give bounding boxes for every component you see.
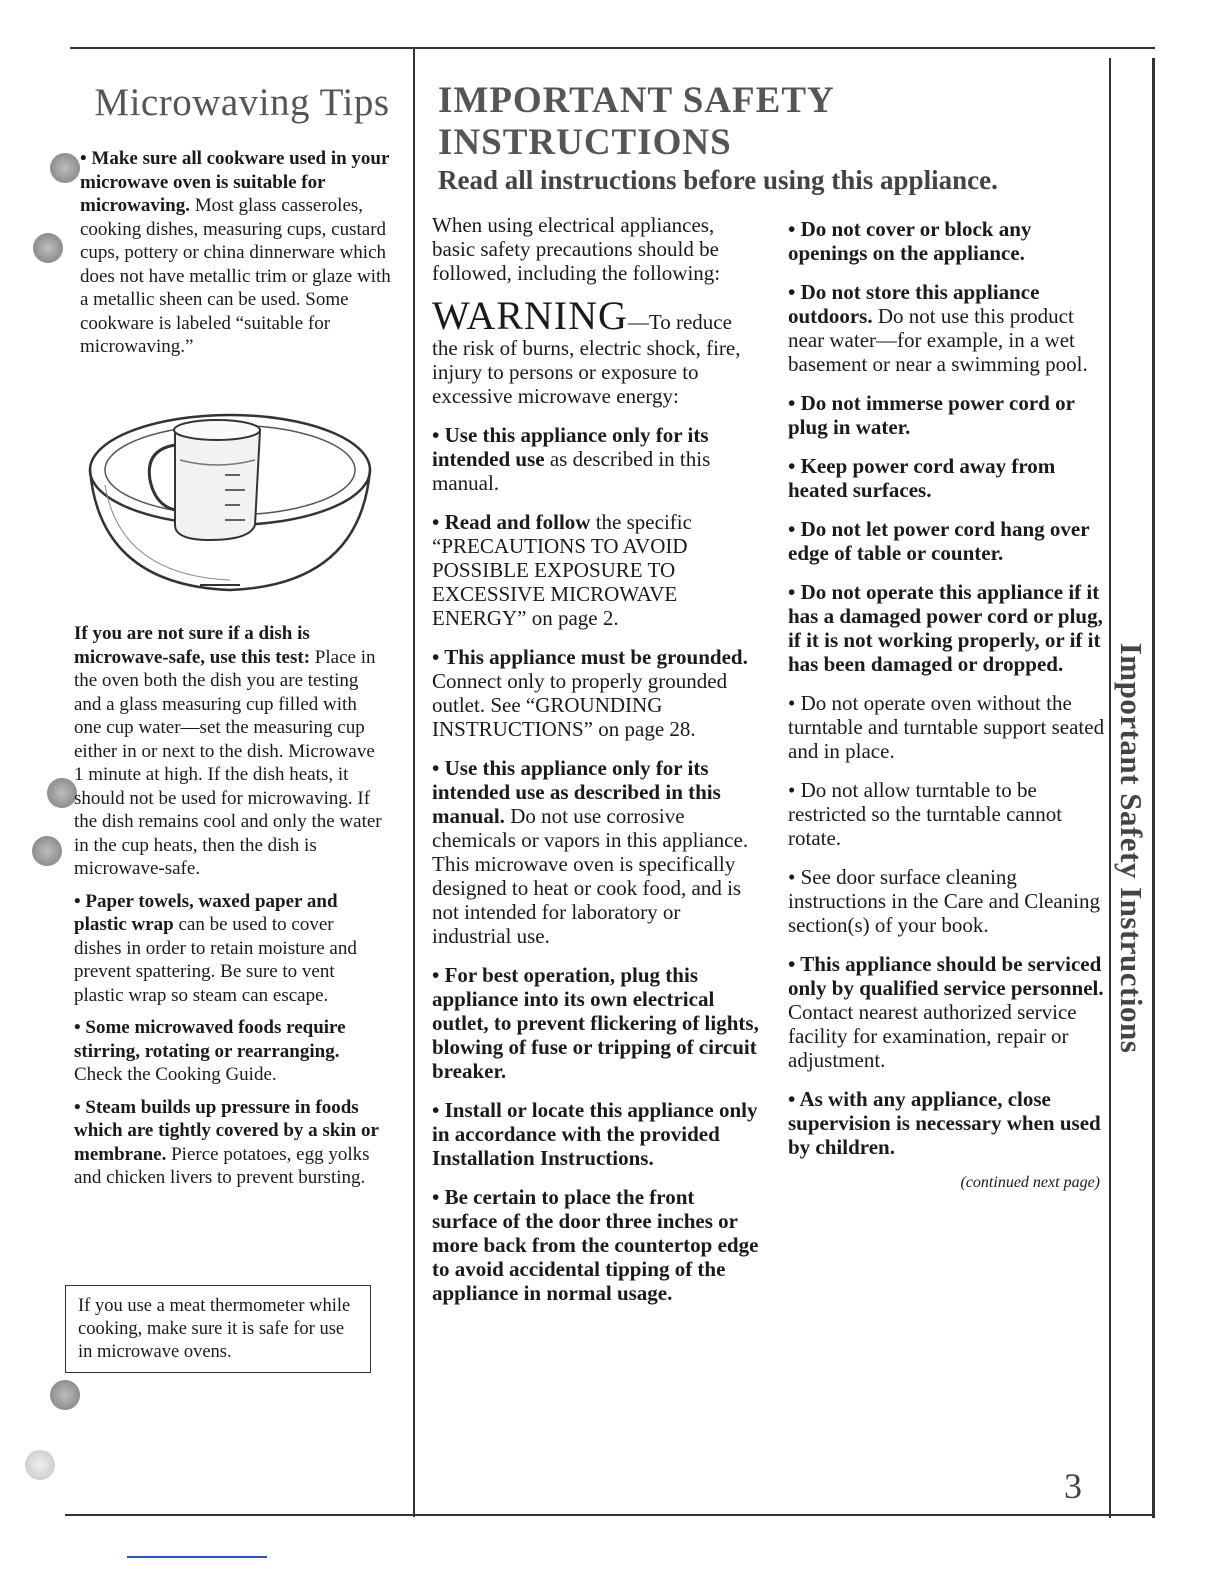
instruction-turntable: • Do not operate oven without the turntable and turntable support seated and in place. (788, 691, 1105, 763)
page-subtitle: Read all instructions before using this appliance. (438, 165, 998, 195)
warning-block: WARNING—To reduce the risk of burns, electric shock, fire, injury to persons or exposure to excessive microwave energy: (432, 293, 741, 408)
instruction-openings: • Do not cover or block any openings on the appliance. (788, 217, 1032, 265)
instruction-no-chemicals: • Use this appliance only for its intended use as described in this manual. Do not use corrosive chemicals or vapors in this appliance. This microwave oven is specifically designed to heat or cook food, and is not intended for laboratory or industrial use. (432, 756, 749, 948)
tip-paper-towels: • Paper towels, waxed paper and plastic wrap can be used to cover dishes in order to retain moisture and prevent spattering. Be sure to vent plastic wrap so steam can escape. (74, 890, 357, 1006)
instruction-children: • As with any appliance, close supervision is necessary when used by children. (788, 1087, 1101, 1159)
safety-column-right (788, 217, 1106, 1192)
instruction-immerse: • Do not immerse power cord or plug in water. (788, 391, 1075, 439)
instruction-turntable-restricted: • Do not allow turntable to be restricted so the turntable cannot rotate. (788, 778, 1063, 850)
sidebar-tab (1110, 58, 1152, 1518)
bowl-with-measuring-cup-illustration (80, 405, 380, 600)
tip-cookware: • Make sure all cookware used in your microwave oven is suitable for microwaving. Most glass casseroles, cooking dishes, measuring cups, custard cups, pottery or china dinnerware which does not have metallic trim or glaze with a metallic sheen can be used. Some cookware is labeled “suitable for microwaving.” (80, 148, 391, 357)
page-number: 3 (1064, 1466, 1082, 1506)
column-divider (413, 47, 415, 1517)
punch-hole-icon (32, 836, 62, 866)
microwaving-tips-column (70, 80, 395, 368)
page-title: IMPORTANT SAFETY INSTRUCTIONS (438, 80, 835, 163)
sidebar-label: Important Safety Instructions (1114, 642, 1149, 1054)
warning-label: WARNING (432, 293, 628, 338)
punch-hole-icon (33, 233, 63, 263)
instruction-door-cleaning: • See door surface cleaning instructions in the Care and Cleaning section(s) of your book. (788, 865, 1101, 937)
punch-hole-icon (47, 778, 77, 808)
instruction-cord-hang: • Do not let power cord hang over edge of table or counter. (788, 517, 1090, 565)
tip-steam: • Steam builds up pressure in foods which are tightly covered by a skin or membrane. Pierce potatoes, egg yolks and chicken livers to prevent bursting. (74, 1096, 379, 1188)
instruction-door-placement: • Be certain to place the front surface of the door three inches or more back from the countertop edge to avoid accidental tipping of the appliance in normal usage. (432, 1185, 759, 1305)
instruction-read-follow: • Read and follow the specific “PRECAUTIONS TO AVOID POSSIBLE EXPOSURE TO EXCESSIVE MICROWAVE ENERGY” on page 2. (432, 510, 692, 630)
microwave-safe-test-column (74, 622, 384, 1199)
continued-note: (continued next page) (960, 1174, 1100, 1191)
instruction-own-outlet: • For best operation, plug this appliance into its own electrical outlet, to prevent flickering of lights, blowing of fuse or tripping of circuit breaker. (432, 963, 759, 1083)
sidebar-border-right (1152, 58, 1155, 1518)
instruction-damaged: • Do not operate this appliance if it has a damaged power cord or plug, if it is not working properly, or if it has been damaged or dropped. (788, 580, 1103, 676)
instruction-service: • This appliance should be serviced only by qualified service personnel. Contact nearest authorized service facility for examination, repair or adjustment. (788, 952, 1104, 1072)
top-rule (70, 47, 1155, 49)
left-title: Microwaving Tips (94, 81, 390, 124)
instruction-intended-use: • Use this appliance only for its intended use as described in this manual. (432, 423, 711, 495)
thermometer-note: If you use a meat thermometer while cooking, make sure it is safe for use in microwave ovens. (65, 1285, 371, 1373)
bottom-rule (65, 1514, 1155, 1516)
tip-stirring: • Some microwaved foods require stirring, rotating or rearranging. Check the Cooking Guide. (74, 1017, 346, 1085)
link-underline (127, 1556, 267, 1558)
safety-column-left (432, 213, 762, 1320)
intro-text: When using electrical appliances, basic safety precautions should be followed, including the following: (432, 213, 721, 285)
instruction-outdoors: • Do not store this appliance outdoors. Do not use this product near water—for example, in a wet basement or near a swimming pool. (788, 280, 1088, 376)
instruction-heated-surfaces: • Keep power cord away from heated surfaces. (788, 454, 1056, 502)
punch-hole-icon (50, 1380, 80, 1410)
instruction-grounded: • This appliance must be grounded. Connect only to properly grounded outlet. See “GROUNDING INSTRUCTIONS” on page 28. (432, 645, 748, 741)
punch-hole-icon (25, 1450, 55, 1480)
microwave-safe-test: If you are not sure if a dish is microwave-safe, use this test: Place in the oven both the dish you are testing and a glass measuring cup filled with one cup water—set the measuring cup either in or next to the dish. Microwave 1 minute at high. If the dish heats, it should not be used for microwaving. If the dish remains cool and only the water in the cup heats, then the dish is microwave-safe. (74, 623, 382, 879)
instruction-install: • Install or locate this appliance only in accordance with the provided Installation Instructions. (432, 1098, 758, 1170)
